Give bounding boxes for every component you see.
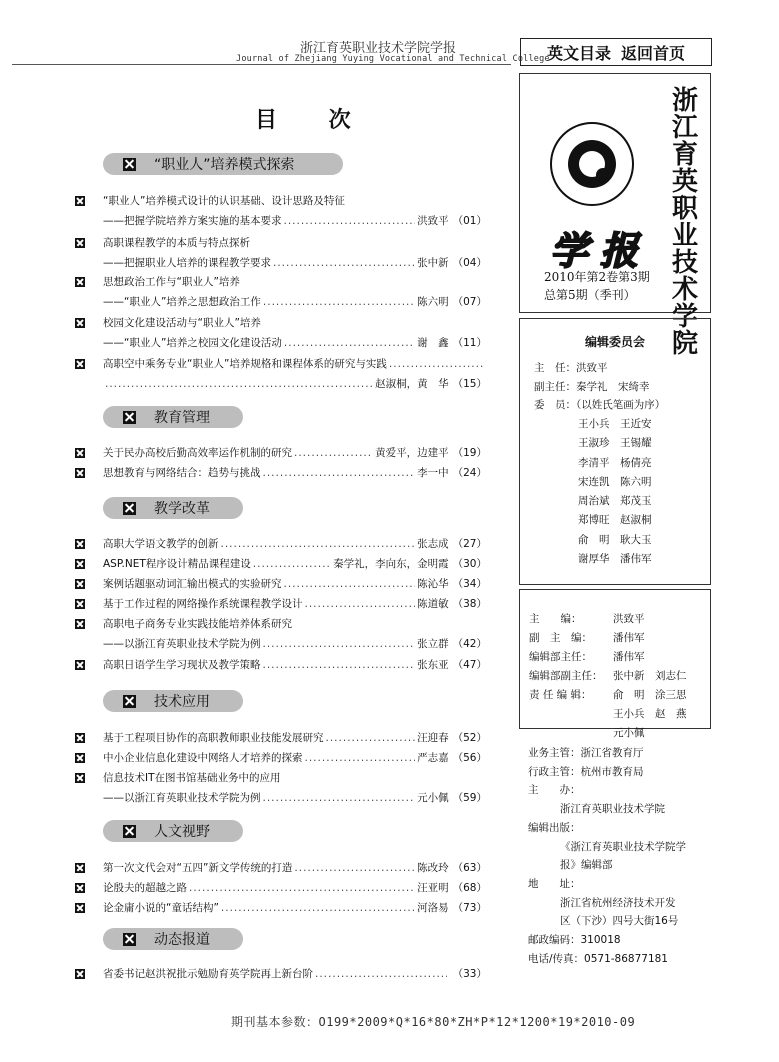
board-members-label: 委 员：（以姓氏笔画为序） (534, 399, 666, 412)
toc-entry[interactable] (75, 233, 487, 273)
leader-dots (105, 374, 373, 394)
info-line: 《浙江育英职业技术学院学 (560, 840, 686, 853)
entry-page: （33） (452, 968, 487, 980)
xuebao-title: 学报 (550, 228, 651, 273)
bullet-icon (75, 773, 85, 783)
boxed-x-icon (123, 411, 136, 424)
entry-author: 汪迎春 (417, 732, 449, 744)
board-director: 主 任：洪致平 (534, 362, 608, 374)
leader-dots (305, 748, 416, 768)
entry-title: ——以浙江育英职业技术学院为例 (103, 638, 261, 650)
entry-author: 陈六明 (417, 296, 449, 308)
home-link[interactable]: 返回首页 (621, 43, 686, 63)
boxed-x-icon (123, 502, 136, 515)
entry-author: 谢 鑫 (417, 337, 449, 349)
entry-author: 张中新 (417, 257, 449, 269)
leader-dots (284, 211, 416, 231)
staff-names: 王小兵 赵 燕 (613, 708, 687, 720)
board-member-name: 俞 明 (578, 533, 610, 546)
leader-dots (263, 788, 416, 808)
entry-title: ——把握学院培养方案实施的基本要求 (103, 215, 282, 227)
editorial-board-panel (519, 318, 711, 585)
info-line: 浙江省杭州经济技术开发 (560, 896, 676, 909)
board-member-name: 耿大玉 (620, 533, 652, 546)
section-heading (103, 406, 243, 428)
toc-entry[interactable] (75, 655, 487, 675)
bullet-icon (75, 238, 85, 248)
board-member-row (578, 492, 662, 511)
leader-dots (389, 354, 485, 374)
leader-dots (294, 443, 373, 463)
info-line: 浙江育英职业技术学院 (560, 803, 665, 816)
staff-names: 潘伟军 (613, 632, 645, 644)
bullet-icon (75, 599, 85, 609)
section-title: “职业人”培养模式探索 (154, 157, 295, 173)
toc-entry[interactable] (75, 443, 487, 463)
toc-entry[interactable] (75, 728, 487, 748)
bullet-icon (75, 733, 85, 743)
toc-entry[interactable] (75, 964, 487, 984)
entry-title: 高职电子商务专业实践技能培养体系研究 (103, 618, 292, 630)
entry-title: 省委书记赵洪祝批示勉励育英学院再上新台阶 (103, 968, 313, 980)
entry-title: ——以浙江育英职业技术学院为例 (103, 792, 261, 804)
board-member-name: 陈六明 (620, 475, 652, 488)
english-toc-link[interactable]: 英文目录 (546, 43, 611, 63)
college-seal-logo (550, 122, 634, 206)
toc-entry[interactable] (75, 554, 487, 574)
toc-entry[interactable] (75, 191, 487, 231)
board-member-name: 王近安 (620, 418, 652, 430)
entry-title: 高职空中乘务专业“职业人”培养规格和课程体系的研究与实践 (103, 358, 387, 370)
bullet-icon (75, 883, 85, 893)
board-member-row (578, 434, 662, 453)
entry-author: 严志嘉 (417, 752, 449, 764)
entry-author: 陈道敏 (417, 598, 449, 610)
board-member-name: 王淑珍 (578, 437, 610, 450)
section-title: 教育管理 (154, 410, 210, 426)
section-heading (103, 153, 343, 175)
bullet-icon (75, 863, 85, 873)
entry-title: 校园文化建设活动与“职业人”培养 (103, 317, 261, 329)
entry-author: 张志成 (417, 538, 449, 550)
staff-role (529, 724, 613, 743)
entry-author: 赵淑桐，黄 华 (375, 378, 449, 390)
info-line: 主 办： (528, 784, 581, 797)
toc-entry[interactable] (75, 313, 487, 353)
entry-title: 信息技术IT在图书馆基础业务中的应用 (103, 772, 281, 784)
bullet-icon (75, 196, 85, 206)
info-line: 业务主管：浙江省教育厅 (528, 747, 644, 759)
entry-title: 高职日语学生学习现状及教学策略 (103, 659, 261, 671)
staff-role: 责 任 编 辑： (529, 689, 592, 701)
board-member-row (578, 454, 662, 473)
board-member-name: 郑博旺 (578, 514, 610, 527)
issue-line-1: 2010年第2卷第3期 (544, 270, 650, 284)
staff-row (529, 648, 711, 667)
leader-dots (189, 878, 415, 898)
bullet-icon (75, 468, 85, 478)
staff-role (529, 705, 613, 724)
entry-page: （24） (452, 467, 487, 479)
board-member-row (578, 473, 662, 492)
entry-title: 关于民办高校后勤高效率运作机制的研究 (103, 447, 292, 459)
leader-dots (263, 655, 416, 675)
board-member-name: 郑茂玉 (620, 495, 652, 508)
leader-dots (221, 534, 416, 554)
bullet-icon (75, 359, 85, 369)
entry-page: （27） (452, 538, 487, 550)
entry-title: 论殷夫的超越之路 (103, 882, 187, 894)
info-line: 编辑出版： (528, 821, 581, 834)
bullet-icon (75, 318, 85, 328)
staff-role: 编辑部主任： (529, 651, 592, 663)
entry-title: 案例话题驱动词汇输出模式的实验研究 (103, 578, 282, 590)
section-heading (103, 820, 243, 842)
bullet-icon (75, 559, 85, 569)
section-heading (103, 690, 243, 712)
bullet-icon (75, 448, 85, 458)
header-divider (12, 64, 511, 65)
toc-entry[interactable] (75, 574, 487, 594)
toc-entry[interactable] (75, 594, 487, 614)
staff-names: 洪致平 (613, 613, 645, 625)
board-member-row (578, 415, 662, 434)
toc-entry[interactable] (75, 463, 487, 483)
entry-page: （30） (452, 558, 487, 570)
entry-title: ——“职业人”培养之校园文化建设活动 (103, 337, 282, 349)
entry-page: （11） (452, 337, 487, 349)
section-title: 人文视野 (154, 824, 210, 840)
board-vice-director: 副主任：秦学礼 宋绮幸 (534, 380, 650, 393)
entry-page: （47） (452, 659, 487, 671)
bullet-icon (75, 969, 85, 979)
staff-names: 张中新 刘志仁 (613, 670, 687, 682)
leader-dots (284, 333, 415, 353)
entry-page: （07） (452, 296, 487, 308)
entry-title: 思想教育与网络结合：趋势与挑战 (103, 467, 261, 479)
toc-entry[interactable] (75, 768, 487, 808)
entry-author: 元小佩 (417, 792, 449, 804)
section-title: 技术应用 (154, 694, 210, 710)
entry-author: 张东亚 (417, 659, 449, 671)
entry-author: 洪致平 (417, 215, 449, 227)
entry-title: 高职课程教学的本质与特点探析 (103, 237, 250, 249)
staff-names: 俞 明 涂三思 (613, 689, 687, 701)
header-nav (520, 38, 712, 66)
boxed-x-icon (123, 695, 136, 708)
journal-title-cn: 浙江育英职业技术学院学报 (300, 41, 457, 56)
board-title: 编辑委员会 (584, 335, 645, 349)
staff-names: 潘伟军 (613, 651, 645, 663)
board-member-name: 王小兵 (578, 418, 610, 430)
entry-author: 陈沁华 (417, 578, 449, 590)
leader-dots (263, 634, 416, 654)
staff-role: 主 编： (529, 613, 582, 625)
leader-dots (263, 292, 415, 312)
entry-page: （34） (452, 578, 487, 590)
board-member-name: 李清平 (578, 456, 610, 469)
board-members (578, 415, 662, 569)
board-member-row (578, 531, 662, 550)
entry-author: 河洛易 (417, 902, 449, 914)
board-member-name: 王锡耀 (620, 437, 652, 450)
board-member-name: 谢厚华 (578, 553, 610, 566)
bullet-icon (75, 619, 85, 629)
toc-title: 目 次 (255, 107, 373, 133)
entry-title: “职业人”培养模式设计的认识基础、设计思路及特征 (103, 195, 345, 207)
toc-entry[interactable] (75, 534, 487, 554)
toc-entry[interactable] (75, 748, 487, 768)
section-heading (103, 497, 243, 519)
info-line: 邮政编码：310018 (528, 934, 621, 947)
entry-page: （38） (452, 598, 487, 610)
entry-title: ——把握职业人培养的课程教学要求 (103, 257, 271, 269)
leader-dots (263, 463, 416, 483)
issue-line-2: 总第5期（季刊） (544, 288, 636, 302)
staff-row (529, 610, 711, 629)
leader-dots (326, 728, 416, 748)
editorial-staff-panel (519, 589, 711, 739)
entry-title: 思想政治工作与“职业人”培养 (103, 276, 240, 288)
staff-names: 元小佩 (613, 727, 645, 739)
toc-entry[interactable] (75, 878, 487, 898)
toc-entry[interactable] (75, 858, 487, 878)
vertical-college-name: 浙江育英职业技术学院 (671, 86, 698, 359)
bullet-icon (75, 579, 85, 589)
board-member-name: 赵淑桐 (620, 514, 652, 527)
entry-page: （15） (452, 378, 487, 390)
entry-page: （52） (452, 732, 487, 744)
entry-title: 基于工作过程的网络操作系统课程教学设计 (103, 598, 303, 610)
entry-page: （19） (452, 447, 487, 459)
info-line: 报》编辑部 (560, 859, 613, 872)
entry-author: 张立群 (417, 638, 449, 650)
publication-info (528, 744, 708, 968)
bullet-icon (75, 539, 85, 549)
staff-row (529, 724, 711, 743)
info-line: 电话/传真：0571-86877181 (528, 952, 668, 965)
entry-page: （42） (452, 638, 487, 650)
bullet-icon (75, 660, 85, 670)
staff-role: 副 主 编： (529, 632, 592, 644)
board-member-name: 潘伟军 (620, 553, 652, 566)
board-leaders (534, 359, 665, 415)
entry-page: （59） (452, 792, 487, 804)
entry-page: （73） (452, 902, 487, 914)
entry-title: 中小企业信息化建设中网络人才培养的探索 (103, 752, 303, 764)
leader-dots (315, 964, 447, 984)
bullet-icon (75, 753, 85, 763)
board-member-name: 周治斌 (578, 495, 610, 508)
board-member-name: 宋连凯 (578, 475, 610, 488)
issue-info (544, 268, 650, 304)
entry-author: 汪亚明 (417, 882, 449, 894)
journal-title-en: Journal of Zhejiang Yuying Vocational and Technical College (236, 54, 550, 64)
staff-row (529, 705, 711, 724)
board-member-row (578, 550, 662, 569)
leader-dots (273, 253, 415, 273)
staff-role: 编辑部副主任： (529, 670, 603, 682)
leader-dots (305, 594, 416, 614)
bullet-icon (75, 277, 85, 287)
staff-row (529, 629, 711, 648)
entry-title: ——“职业人”培养之思想政治工作 (103, 296, 261, 308)
entry-page: （01） (452, 215, 487, 227)
entry-author: 陈改玲 (417, 862, 449, 874)
entry-page: （04） (452, 257, 487, 269)
toc-entry[interactable] (75, 614, 487, 654)
info-line: 地 址： (528, 877, 581, 890)
bullet-icon (75, 903, 85, 913)
entry-title: 第一次文代会对“五四”新文学传统的打造 (103, 862, 293, 874)
boxed-x-icon (123, 825, 136, 838)
staff-row (529, 667, 711, 686)
section-title: 教学改革 (154, 501, 210, 517)
leader-dots (284, 574, 416, 594)
section-title: 动态报道 (154, 932, 210, 948)
entry-title: ASP.NET程序设计精品课程建设 (103, 558, 251, 570)
info-line: 区（下沙）四号大街16号 (560, 915, 679, 928)
leader-dots (294, 858, 415, 878)
toc-entry[interactable] (75, 354, 487, 394)
toc-entry[interactable] (75, 272, 487, 312)
footer-parameters: 期刊基本参数：O199*2009*Q*16*80*ZH*P*12*1200*19*2010-09 (231, 1015, 636, 1029)
board-member-row (578, 511, 662, 530)
entry-page: （63） (452, 862, 487, 874)
entry-title: 基于工程项目协作的高职教师职业技能发展研究 (103, 732, 324, 744)
boxed-x-icon (123, 158, 136, 171)
staff-row (529, 686, 711, 705)
entry-title: 高职大学语文教学的创新 (103, 538, 219, 550)
entry-page: （56） (452, 752, 487, 764)
boxed-x-icon (123, 933, 136, 946)
leader-dots (221, 898, 415, 918)
board-member-name: 杨倩亮 (620, 456, 652, 469)
info-line: 行政主管：杭州市教育局 (528, 765, 644, 778)
entry-author: 秦学礼，李向东，金明霞 (333, 558, 449, 570)
entry-page: （68） (452, 882, 487, 894)
entry-author: 黄爱平，边建平 (375, 447, 449, 459)
entry-title: 论金庸小说的“童话结构” (103, 902, 219, 914)
toc-entry[interactable] (75, 898, 487, 918)
entry-author: 李一中 (417, 467, 449, 479)
section-heading (103, 928, 243, 950)
leader-dots (253, 554, 331, 574)
